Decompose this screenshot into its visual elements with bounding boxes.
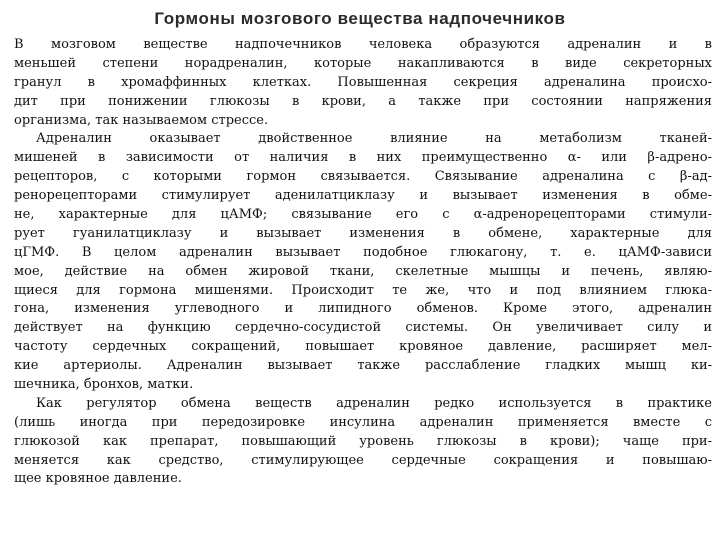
text-line: мишеней в зависимости от наличия в них преимущественно α- или β-адрено- [14, 150, 712, 166]
text-line: цГМФ. В целом адреналин вызывает подобное глюкагону, т. е. цАМФ-зависи [14, 244, 712, 260]
scanned-text-image [14, 36, 712, 489]
slide-title: Гормоны мозгового вещества надпочечников [154, 9, 566, 28]
text-line: Адреналин оказывает двойственное влияние на метаболизм тканей- [36, 131, 712, 147]
text-line: кие артериолы. Адреналин вызывает также расслабление гладких мышц ки- [14, 358, 712, 374]
text-line: В мозговом веществе надпочечников человека образуются адреналин и в [14, 37, 712, 52]
text-line: рецепторов, с которыми гормон связывается. Связывание адреналина с β-ад- [14, 169, 712, 185]
text-line: мое, действие на обмен жировой ткани, скелетные мышцы и печень, являю- [14, 263, 712, 279]
text-line: меняется как средство, стимулирующее сердечные сокращения и повышаю- [14, 452, 712, 468]
text-line: частоту сердечных сокращений, повышает кровяное давление, расширяет мел- [14, 339, 712, 355]
text-line: щее кровяное давление. [14, 471, 182, 487]
text-line: глюкозой как препарат, повышающий уровень глюкозы в крови); чаще при- [14, 433, 712, 449]
text-line: действует на функцию сердечно-сосудистой системы. Он увеличивает силу и [14, 320, 712, 336]
text-line: организма, так называемом стрессе. [14, 112, 269, 128]
text-line: меньшей степени норадреналин, которые накапливаются в виде секреторных [14, 55, 712, 71]
text-line: шечника, бронхов, матки. [14, 377, 194, 393]
text-line: ренорецепторами стимулирует аденилатциклазу и вызывает изменения в обме- [14, 188, 712, 204]
text-line: гона, изменения углеводного и липидного обменов. Кроме этого, адреналин [14, 301, 712, 317]
text-line: щиеся для гормона мишенями. Происходит те же, что и под влиянием глюка- [14, 282, 712, 298]
text-line: дит при понижении глюкозы в крови, а также при состоянии напряжения [14, 93, 712, 109]
text-line: не, характерные для цАМФ; связывание его с α-адренорецепторами стимули- [14, 207, 712, 223]
text-line: рует гуанилатциклазу и вызывает изменения в обмене, характерные для [14, 225, 712, 241]
text-line: гранул в хромаффинных клетках. Повышенная секреция адреналина происхо- [14, 74, 712, 90]
text-line: Как регулятор обмена веществ адреналин редко используется в практике [36, 395, 712, 411]
text-line: (лишь иногда при передозировке инсулина адреналин применяется вместе с [14, 414, 712, 430]
